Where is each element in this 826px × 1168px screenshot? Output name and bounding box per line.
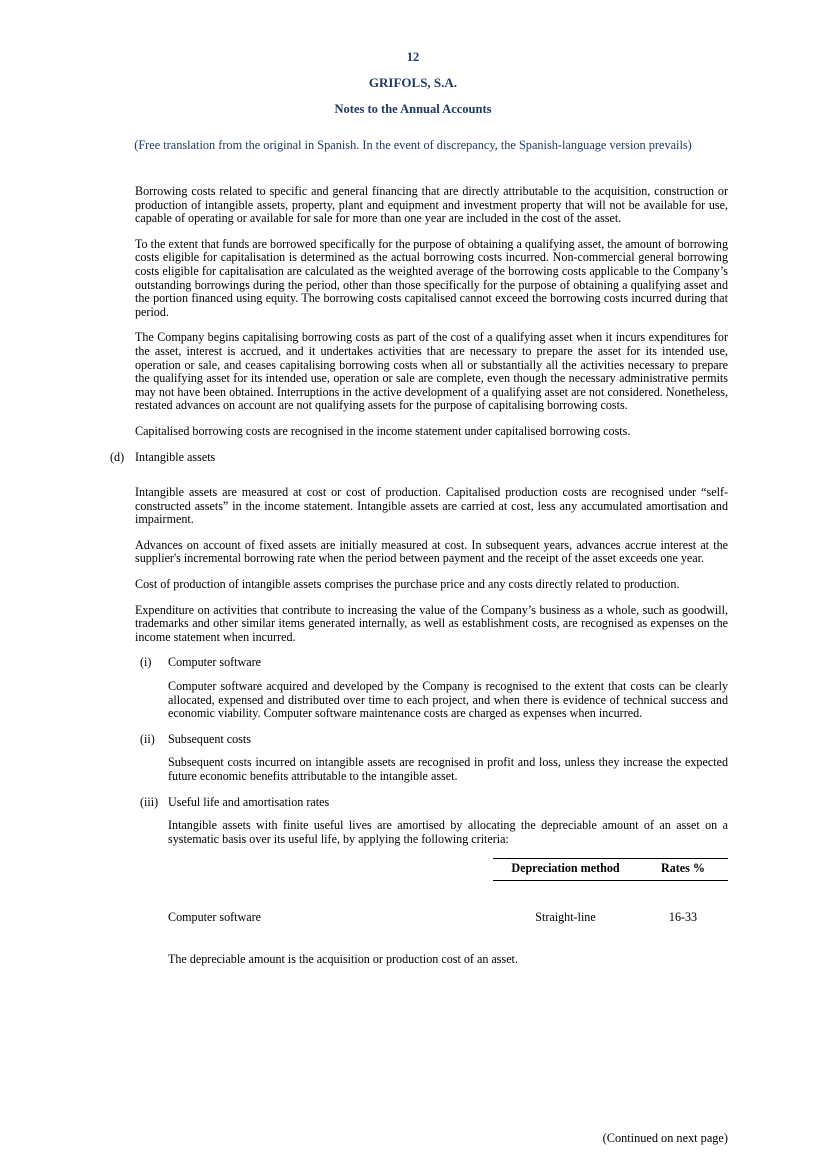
section-d-paragraph-3: Cost of production of intangible assets comprises the purchase price and any costs directly related to production.	[135, 577, 680, 592]
amortisation-table	[168, 858, 728, 924]
subsection-ii-heading	[140, 733, 728, 747]
table-cell-item: Computer software	[168, 909, 262, 924]
document-title: Notes to the Annual Accounts	[334, 102, 492, 116]
subsection-ii-title: Subsequent costs	[168, 731, 251, 746]
section-d-heading	[110, 451, 728, 465]
subsection-i-label: (i)	[140, 655, 152, 670]
subsection-iii-paragraph: Intangible assets with finite useful lives are amortised by allocating the depreciable amount of an asset on a systematic basis over its useful life, by applying the following criteria:	[168, 818, 728, 846]
intro-paragraph-3: The Company begins capitalising borrowing costs as part of the cost of a qualifying asset when it incurs expenditures for the asset, interest is accrued, and it undertakes activities that are necessary to prepare the asset for its intended use, operation or sale, and ceases capitalising borrowing costs when all or substantially all the activities necessary to prepare the qualifying asset for its intended use, operation or sale are complete, even though the necessary administrative permits may not have been obtained. Interruptions in the active development of a qualifying asset are not considered. Nonetheless, restated advances on account are not qualifying assets for the purpose of capitalising borrowing costs.	[135, 330, 728, 413]
section-d-label: (d)	[110, 449, 125, 464]
company-name: GRIFOLS, S.A.	[368, 75, 458, 90]
page-content	[0, 185, 826, 966]
subsection-iii-title: Useful life and amortisation rates	[168, 794, 330, 809]
section-d-paragraph-4: Expenditure on activities that contribute to increasing the value of the Company’s business as a whole, such as goodwill, trademarks and other similar items generated internally, as well as establishment costs, are recognised as expenses on the income statement when incurred.	[135, 602, 728, 644]
section-d-paragraph-2: Advances on account of fixed assets are initially measured at cost. In subsequent years, advances accrue interest at the supplier's incremental borrowing rate when the period between payment and the receipt of the asset exceeds one year.	[135, 537, 728, 566]
table-header-spacer	[168, 859, 493, 881]
subsection-iii-heading	[140, 796, 728, 810]
closing-paragraph: The depreciable amount is the acquisition or production cost of an asset.	[168, 951, 518, 966]
subsection-iii-label: (iii)	[140, 794, 159, 809]
intro-paragraph-2: To the extent that funds are borrowed specifically for the purpose of obtaining a qualifying asset, the amount of borrowing costs eligible for capitalisation is determined as the actual borrowing costs incurred. Non-commercial general borrowing costs eligible for capitalisation are calculated as the weighted average of the borrowing costs applicable to the Company’s outstanding borrowings during the period, other than those specifically for the purpose of obtaining a qualifying asset and the portion financed using equity. The borrowing costs capitalised cannot exceed the borrowing costs incurred during that period.	[135, 236, 728, 319]
continued-note: (Continued on next page)	[602, 1131, 728, 1145]
table-header-rates: Rates %	[638, 859, 728, 881]
subsection-i-paragraph: Computer software acquired and developed by the Company is recognised to the extent that costs can be clearly allocated, expensed and distributed over time to each project, and when there is evidence of technical success and economic viability. Computer software maintenance costs are charged as expenses when incurred.	[168, 679, 728, 721]
subsection-i-title: Computer software	[168, 655, 262, 670]
page-number: 12	[406, 50, 420, 64]
subsection-ii-paragraph: Subsequent costs incurred on intangible assets are recognised in profit and loss, unless they increase the expected future economic benefits attributable to the intangible asset.	[168, 755, 728, 783]
table-cell-rate: 16-33	[668, 909, 698, 924]
table-row	[168, 880, 728, 924]
table-header-depreciation-method: Depreciation method	[493, 859, 638, 881]
subsection-i-heading	[140, 656, 728, 670]
intro-paragraph-1: Borrowing costs related to specific and general financing that are directly attributable to the acquisition, construction or production of intangible assets, property, plant and equipment and investment property that will not be available for use, capable of operating or available for sale for more than one year are included in the cost of the asset.	[135, 184, 728, 226]
section-d-paragraph-1: Intangible assets are measured at cost or cost of production. Capitalised production costs are recognised under “self-constructed assets” in the income statement. Intangible assets are carried at cost, less any accumulated amortisation and impairment.	[135, 485, 728, 527]
table-cell-method: Straight-line	[535, 909, 596, 924]
page-header	[0, 0, 826, 117]
translation-note: (Free translation from the original in Spanish. In the event of discrepancy, the Spanish-language version prevails)	[134, 138, 692, 152]
section-d-title: Intangible assets	[135, 449, 216, 464]
subsection-ii-label: (ii)	[140, 731, 155, 746]
intro-paragraph-4: Capitalised borrowing costs are recognised in the income statement under capitalised borrowing costs.	[135, 423, 631, 438]
amortisation-table-header-row	[168, 859, 728, 881]
